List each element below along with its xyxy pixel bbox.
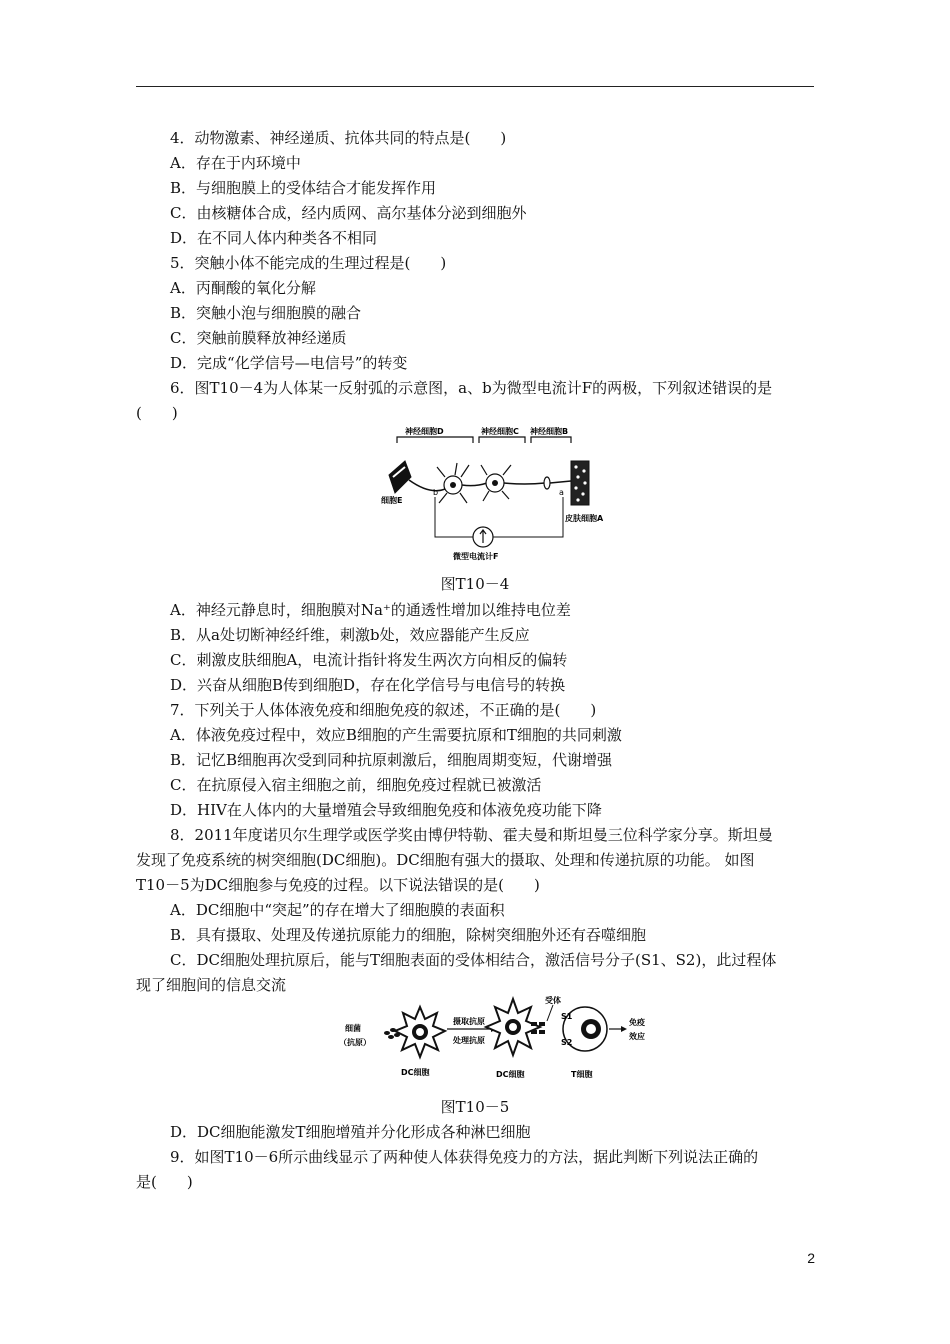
- label-receptor: 受体: [545, 996, 561, 1005]
- q7-stem: 7．下列关于人体体液免疫和细胞免疫的叙述，不正确的是( ): [170, 701, 597, 719]
- label-skin-a: 皮肤细胞A: [565, 514, 604, 523]
- q7-option-d: D．HIV在人体内的大量增殖会导致细胞免疫和体液免疫功能下降: [170, 801, 602, 819]
- figure-t10-5-caption: 图T10－5: [440, 1098, 510, 1116]
- q6-option-b: B．从a处切断神经纤维，刺激b处，效应器能产生反应: [170, 626, 530, 644]
- q8-option-b: B．具有摄取、处理及传递抗原能力的细胞，除树突细胞外还有吞噬细胞: [170, 926, 647, 944]
- label-pole-b: b: [433, 488, 439, 497]
- q4-option-d: D．在不同人体内种类各不相同: [170, 229, 378, 247]
- label-antigen: （抗原）: [339, 1038, 371, 1047]
- label-s2: S2: [561, 1038, 573, 1047]
- label-uptake-antigen: 摄取抗原: [453, 1017, 485, 1026]
- q6-option-a: A．神经元静息时，细胞膜对Na⁺的通透性增加以维持电位差: [170, 601, 571, 619]
- header-rule: [136, 86, 814, 87]
- label-neuron-b: 神经细胞B: [530, 427, 569, 436]
- q9-stem-line2: 是( ): [136, 1173, 193, 1191]
- label-immune-2: 效应: [629, 1032, 645, 1041]
- q6-stem-line2: ( ): [136, 404, 178, 422]
- page-number: 2: [807, 1250, 815, 1266]
- q5-option-b: B．突触小泡与细胞膜的融合: [170, 304, 362, 322]
- q4-option-a: A．存在于内环境中: [170, 154, 301, 172]
- q8-option-c-line2: 现了细胞间的信息交流: [136, 976, 287, 994]
- figure-reflex-arc: [375, 425, 615, 565]
- label-immune-1: 免疫: [629, 1018, 645, 1027]
- q5-option-c: C．突触前膜释放神经递质: [170, 329, 347, 347]
- label-pole-a: a: [559, 488, 564, 497]
- label-dc-cell-1: DC细胞: [401, 1068, 430, 1077]
- q5-option-a: A．丙酮酸的氧化分解: [170, 279, 316, 297]
- label-dc-cell-2: DC细胞: [496, 1070, 525, 1079]
- q5-option-d: D．完成“化学信号—电信号”的转变: [170, 354, 408, 372]
- q8-stem-line1: 8．2011年度诺贝尔生理学或医学奖由博伊特勒、霍夫曼和斯坦曼三位科学家分享。斯坦曼: [170, 826, 773, 844]
- label-process-antigen: 处理抗原: [453, 1036, 485, 1045]
- q6-option-c: C．刺激皮肤细胞A，电流计指针将发生两次方向相反的偏转: [170, 651, 568, 669]
- label-s1: S1: [561, 1012, 573, 1021]
- q8-option-d: D．DC细胞能激发T细胞增殖并分化形成各种淋巴细胞: [170, 1123, 531, 1141]
- q5-stem: 5．突触小体不能完成的生理过程是( ): [170, 254, 447, 272]
- label-neuron-d: 神经细胞D: [405, 427, 444, 436]
- label-meter: 微型电流计F: [453, 552, 499, 561]
- q4-option-b: B．与细胞膜上的受体结合才能发挥作用: [170, 179, 437, 197]
- figure-dc-cell: [335, 993, 665, 1093]
- label-bacteria: 细菌: [345, 1024, 361, 1033]
- q7-option-a: A．体液免疫过程中，效应B细胞的产生需要抗原和T细胞的共同刺激: [170, 726, 622, 744]
- q8-stem-line2: 发现了免疫系统的树突细胞(DC细胞)。DC细胞有强大的摄取、处理和传递抗原的功能。 如图: [136, 851, 755, 869]
- q7-option-b: B．记忆B细胞再次受到同种抗原刺激后，细胞周期变短，代谢增强: [170, 751, 613, 769]
- q4-stem: 4．动物激素、神经递质、抗体共同的特点是( ): [170, 129, 507, 147]
- q8-option-c-line1: C．DC细胞处理抗原后，能与T细胞表面的受体相结合，激活信号分子(S1、S2)，此过程体: [170, 951, 777, 969]
- label-t-cell: T细胞: [571, 1070, 593, 1079]
- label-neuron-c: 神经细胞C: [481, 427, 519, 436]
- figure-t10-4-caption: 图T10－4: [440, 575, 510, 593]
- label-cell-e: 细胞E: [381, 496, 403, 505]
- q6-stem-line1: 6．图T10－4为人体某一反射弧的示意图，a、b为微型电流计F的两极，下列叙述错误的是: [170, 379, 773, 397]
- q8-option-a: A．DC细胞中“突起”的存在增大了细胞膜的表面积: [170, 901, 505, 919]
- q6-option-d: D．兴奋从细胞B传到细胞D，存在化学信号与电信号的转换: [170, 676, 566, 694]
- q8-stem-line3: T10－5为DC细胞参与免疫的过程。以下说法错误的是( ): [136, 876, 540, 894]
- q9-stem-line1: 9．如图T10－6所示曲线显示了两种使人体获得免疫力的方法，据此判断下列说法正确的: [170, 1148, 759, 1166]
- q7-option-c: C．在抗原侵入宿主细胞之前，细胞免疫过程就已被激活: [170, 776, 542, 794]
- q4-option-c: C．由核糖体合成，经内质网、高尔基体分泌到细胞外: [170, 204, 527, 222]
